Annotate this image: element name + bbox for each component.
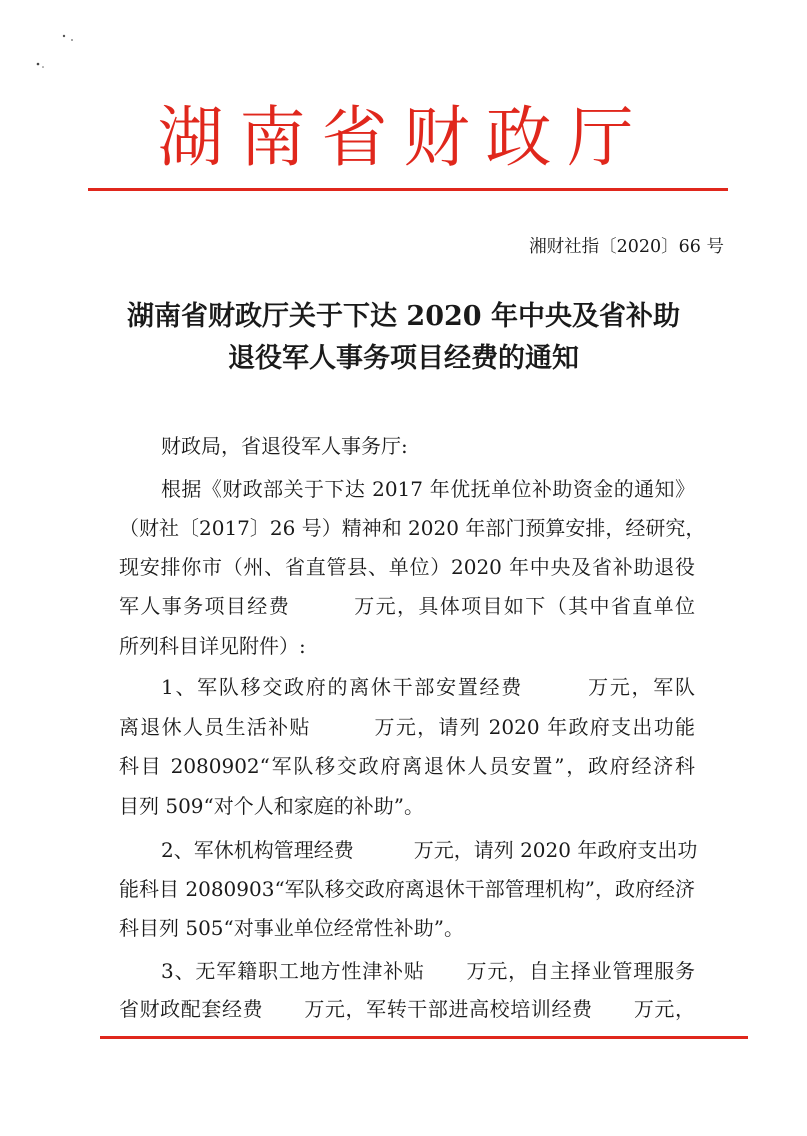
document-title-line-2: 退役军人事务项目经费的通知	[228, 343, 579, 374]
body-line: 离退休人员生活补贴 万元，请列 2020 年政府支出功能	[119, 715, 695, 739]
body-line: 省财政配套经费 万元，军转干部进高校培训经费 万元，	[119, 997, 695, 1021]
document-number: 湘财社指〔2020〕66 号	[529, 237, 724, 257]
document-title-line-1: 湖南省财政厅关于下达 2020 年中央及省补助	[127, 301, 680, 332]
body-line: 2、军休机构管理经费 万元，请列 2020 年政府支出功	[161, 838, 698, 862]
letterhead-org-name: 湖南省财政厅	[157, 99, 650, 176]
body-line: 1、军队移交政府的离休干部安置经费 万元，军队	[161, 675, 695, 699]
salutation: 财政局，省退役军人事务厅:	[161, 434, 408, 458]
body-line: 能科目 2080903“军队移交政府离退休干部管理机构”，政府经济	[119, 877, 695, 901]
body-line: 现安排你市（州、省直管县、单位）2020 年中央及省补助退役	[119, 555, 695, 579]
body-line: 3、无军籍职工地方性津补贴 万元，自主择业管理服务	[161, 959, 695, 983]
body-line: 根据《财政部关于下达 2017 年优抚单位补助资金的通知》	[161, 477, 695, 501]
body-line: （财社〔2017〕26 号）精神和 2020 年部门预算安排，经研究，	[119, 516, 706, 540]
body-line: 目列 509“对个人和家庭的补助”。	[119, 794, 424, 818]
footer-red-rule	[100, 1036, 748, 1039]
body-line: 科目列 505“对事业单位经常性补助”。	[119, 916, 464, 940]
body-line: 所列科目详见附件）:	[119, 634, 306, 658]
body-line: 军人事务项目经费 万元，具体项目如下（其中省直单位	[119, 594, 695, 618]
letterhead-red-rule	[88, 188, 728, 191]
scan-specks	[30, 28, 90, 78]
body-line: 科目 2080902“军队移交政府离退休人员安置”，政府经济科	[119, 754, 695, 778]
